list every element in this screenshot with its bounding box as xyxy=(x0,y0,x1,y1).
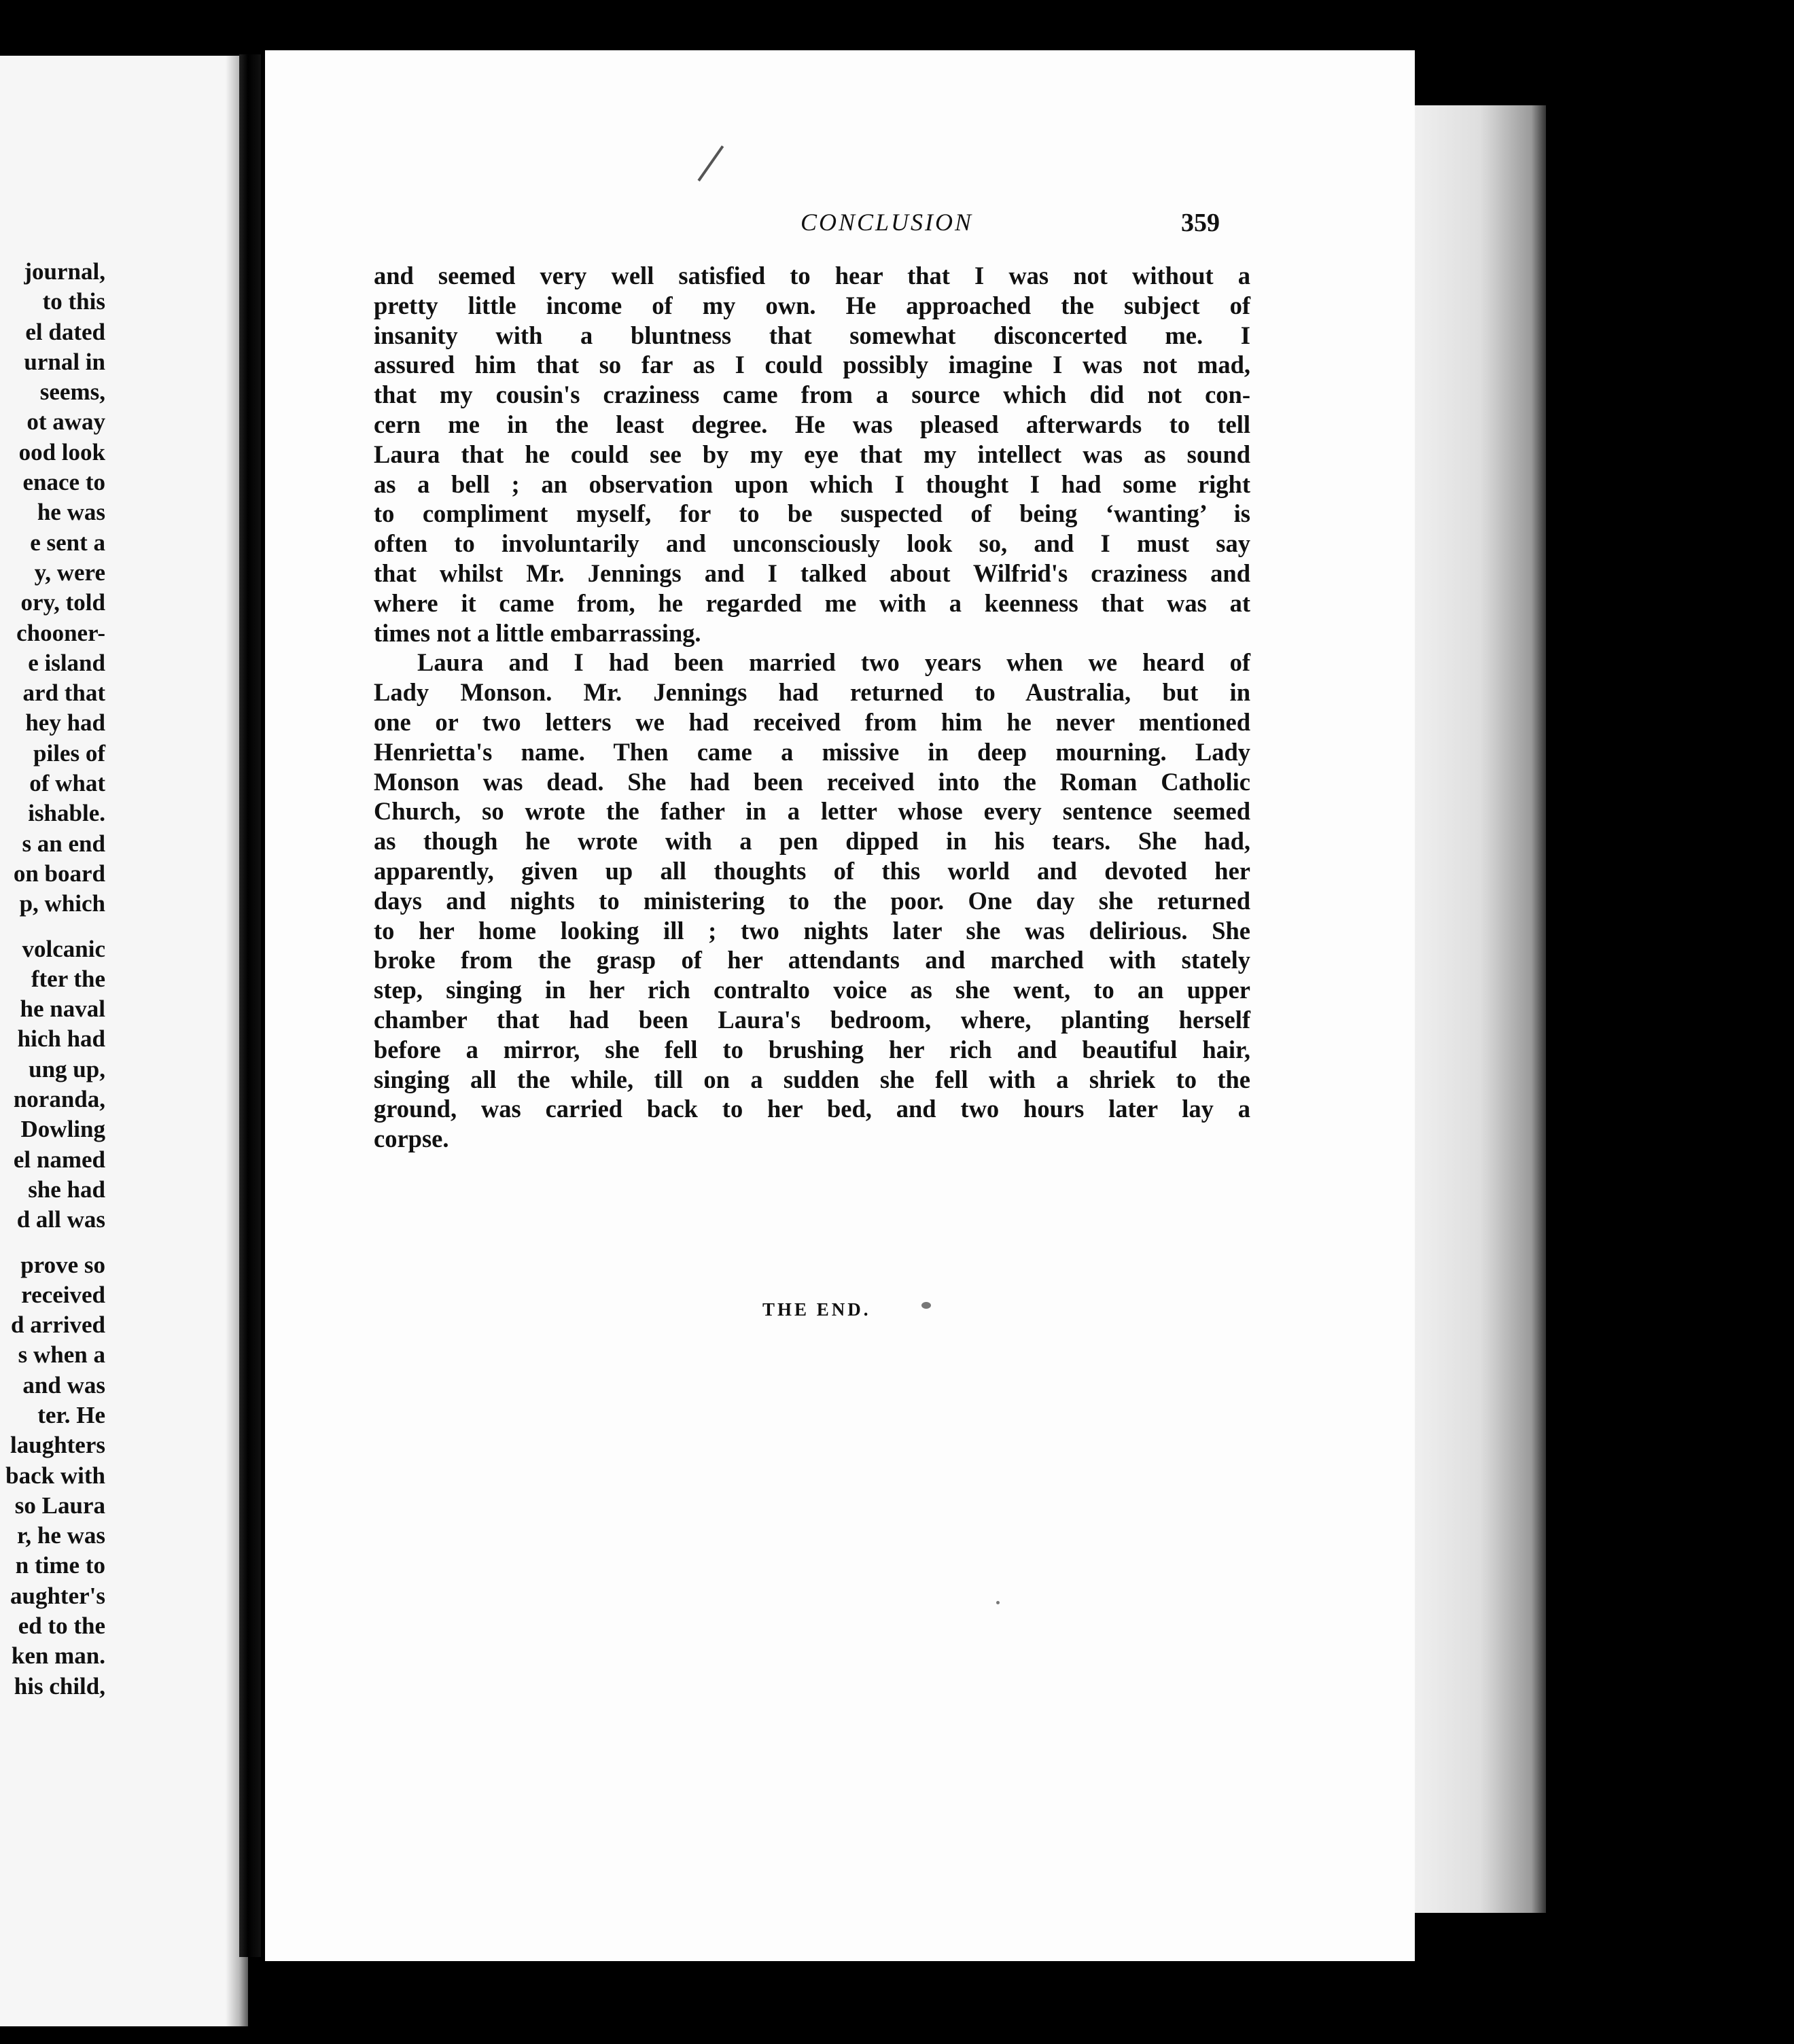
left-page-line: hey had xyxy=(25,709,105,737)
left-page-line: y, were xyxy=(34,559,105,586)
back-page-edge xyxy=(1400,105,1546,1913)
left-page-line: seems, xyxy=(39,378,105,406)
left-page-line: ed to the xyxy=(18,1613,105,1640)
left-page-text-clip xyxy=(0,56,248,2026)
body-line: to her home looking ill ; two nights later she was delirious. She xyxy=(374,916,1250,945)
left-page-line: he was xyxy=(37,499,105,526)
body-line: Laura that he could see by my eye that my intellect was as sound xyxy=(374,440,1250,468)
left-page-line: ken man. xyxy=(11,1642,105,1670)
body-line: before a mirror, she fell to brushing her rich and beautiful hair, xyxy=(374,1035,1250,1063)
left-page-line: hich had xyxy=(17,1025,105,1053)
body-line: Monson was dead. She had been received into the Roman Catholic xyxy=(374,767,1250,796)
left-page-line: ter. He xyxy=(37,1401,105,1428)
body-line: assured him that so far as I could possibly imagine I was not mad, xyxy=(374,351,1250,379)
left-page-line: received xyxy=(21,1281,105,1308)
left-page-line: ot away xyxy=(27,408,105,436)
left-page-line xyxy=(5,919,105,934)
body-line: as though he wrote with a pen dipped in his tears. She had, xyxy=(374,827,1250,856)
body-line: days and nights to ministering to the poor. One day she returned xyxy=(374,886,1250,915)
left-page-line: noranda, xyxy=(13,1086,105,1113)
left-page-line: he naval xyxy=(20,995,105,1023)
body-line: often to involuntarily and unconsciously look so, and I must say xyxy=(374,529,1250,558)
body-line: chamber that had been Laura's bedroom, where, planting herself xyxy=(374,1005,1250,1034)
body-line: Henrietta's name. Then came a missive in deep mourning. Lady xyxy=(374,737,1250,766)
body-line: ground, was carried back to her bed, and two hours later lay a xyxy=(374,1095,1250,1123)
left-page-line: s when a xyxy=(18,1341,105,1369)
body-line: cern me in the least degree. He was pleased afterwards to tell xyxy=(374,410,1250,438)
left-page-line: Dowling xyxy=(20,1116,105,1143)
left-page-line xyxy=(5,1235,105,1250)
left-page-line: ory, told xyxy=(20,589,105,616)
the-end: THE END. xyxy=(762,1299,871,1320)
left-page-line: on board xyxy=(13,860,105,887)
running-head: CONCLUSION xyxy=(800,209,974,236)
left-page-line: journal, xyxy=(24,258,105,285)
left-page-line: e island xyxy=(28,649,105,676)
left-page-line: p, which xyxy=(19,890,105,917)
body-line: as a bell ; an observation upon which I thought I had some right xyxy=(374,470,1250,498)
body-line: broke from the grasp of her attendants and marched with stately xyxy=(374,946,1250,974)
body-line: times not a little embarrassing. xyxy=(374,618,701,647)
body-line: to compliment myself, for to be suspected of being ‘wanting’ is xyxy=(374,499,1250,528)
left-page-line: urnal in xyxy=(24,348,105,375)
main-page xyxy=(265,50,1415,1961)
body-line: Laura and I had been married two years when we heard of xyxy=(417,648,1250,677)
body-text xyxy=(374,261,1250,1154)
body-line: pretty little income of my own. He approached the subject of xyxy=(374,291,1250,319)
left-page-line: d all was xyxy=(16,1206,105,1233)
left-page-line: ood look xyxy=(18,438,105,465)
left-page-line: r, he was xyxy=(17,1522,105,1549)
left-page-line: volcanic xyxy=(22,935,105,962)
ink-speck xyxy=(921,1302,931,1309)
left-page-line: el named xyxy=(13,1146,105,1173)
body-line: one or two letters we had received from him he never mentioned xyxy=(374,707,1250,736)
body-line: step, singing in her rich contralto voice as she went, to an upper xyxy=(374,976,1250,1004)
left-page-line: she had xyxy=(28,1176,105,1203)
pencil-mark xyxy=(697,145,724,181)
left-page-line: his child, xyxy=(14,1672,105,1699)
left-page-line: d arrived xyxy=(10,1311,105,1339)
left-page-line: enace to xyxy=(22,469,105,496)
body-line: Church, so wrote the father in a letter whose every sentence seemed xyxy=(374,797,1250,826)
left-page-line: s an end xyxy=(22,830,105,857)
left-page-line: fter the xyxy=(31,965,105,992)
body-line: insanity with a bluntness that somewhat disconcerted me. I xyxy=(374,321,1250,349)
body-line: apparently, given up all thoughts of this world and devoted her xyxy=(374,856,1250,885)
page-number: 359 xyxy=(1181,209,1220,237)
left-page-line: of what xyxy=(29,770,105,797)
body-line: that whilst Mr. Jennings and I talked about Wilfrid's craziness and xyxy=(374,559,1250,587)
left-page-line: aughter's xyxy=(10,1582,105,1609)
left-page-line: ard that xyxy=(22,680,105,707)
left-page-line: and was xyxy=(22,1371,105,1398)
left-page-line: so Laura xyxy=(14,1492,105,1519)
book-spine xyxy=(239,54,261,1957)
left-page-line: chooner- xyxy=(16,619,105,646)
left-page-text xyxy=(5,257,105,1702)
left-page-line: to this xyxy=(42,288,105,315)
body-line: where it came from, he regarded me with a keenness that was at xyxy=(374,588,1250,617)
left-page-line: laughters xyxy=(10,1432,105,1459)
left-page-line: ung up, xyxy=(29,1055,105,1082)
ink-speck xyxy=(996,1601,1000,1604)
body-line: corpse. xyxy=(374,1125,449,1153)
body-line: and seemed very well satisfied to hear that I was not without a xyxy=(374,262,1250,289)
body-line: Lady Monson. Mr. Jennings had returned to Australia, but in xyxy=(374,678,1250,707)
left-page-line: el dated xyxy=(25,318,105,345)
left-page-line: n time to xyxy=(15,1552,105,1579)
left-page-line: prove so xyxy=(20,1251,105,1278)
left-page-line: ishable. xyxy=(28,800,105,827)
body-line: singing all the while, till on a sudden she fell with a shriek to the xyxy=(374,1065,1250,1093)
left-page-line: back with xyxy=(5,1462,105,1489)
left-page-line: piles of xyxy=(33,739,105,766)
left-page-line: e sent a xyxy=(30,529,105,556)
body-line: that my cousin's craziness came from a source which did not con- xyxy=(374,381,1250,409)
